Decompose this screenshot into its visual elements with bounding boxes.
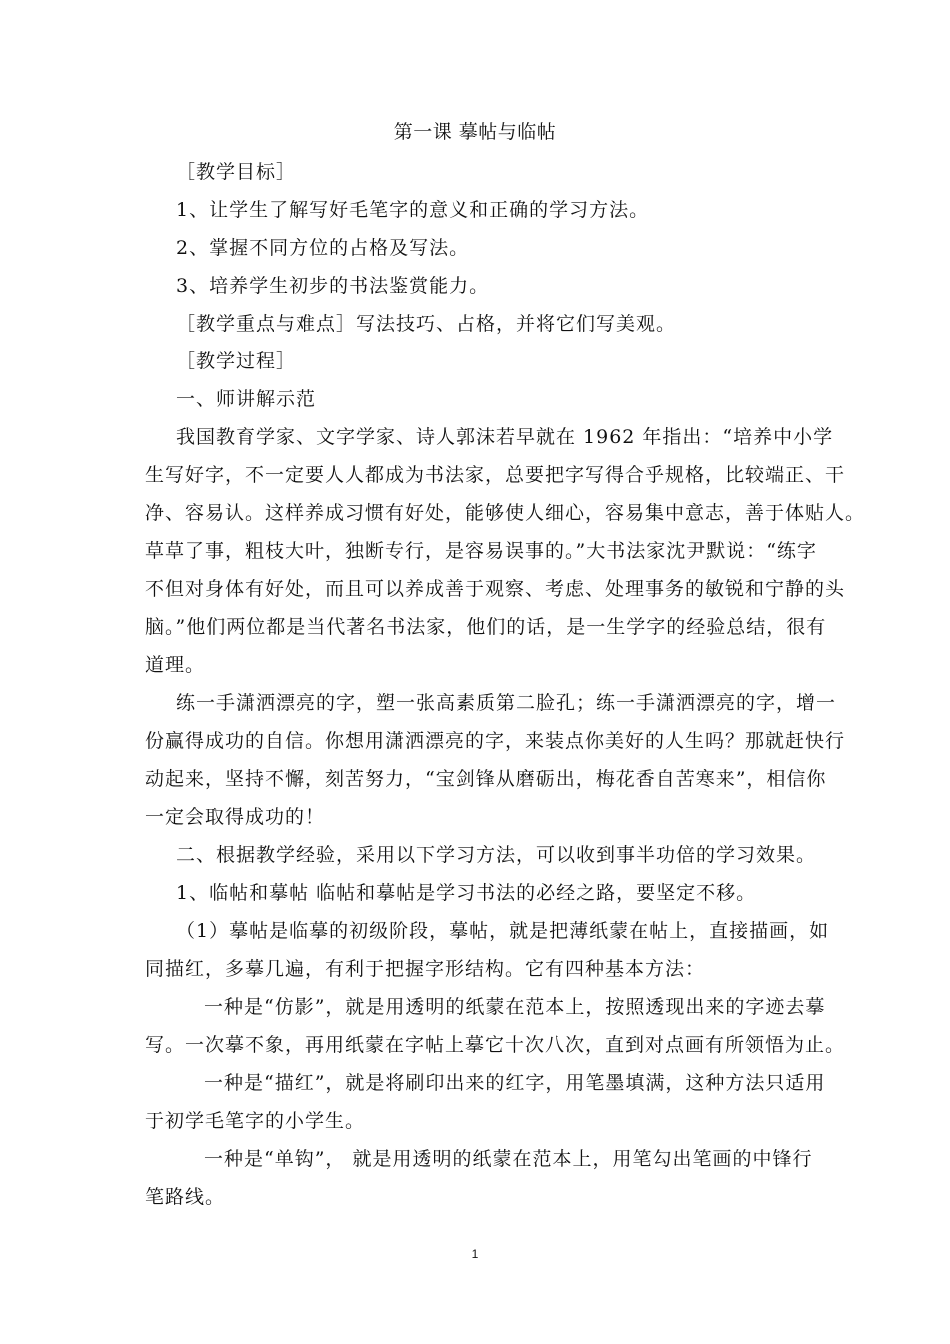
page-number: 1 [471, 1247, 479, 1261]
section-heading-process: ［教学过程］ [176, 350, 297, 372]
step-1-heading: 一、师讲解示范 [176, 388, 317, 410]
paragraph-line: （1）摹帖是临摹的初级阶段，摹帖，就是把薄纸蒙在帖上，直接描画，如 [176, 920, 830, 942]
paragraph-line: 练一手潇洒漂亮的字，塑一张高素质第二脸孔；练一手潇洒漂亮的字，增一 [176, 692, 837, 714]
paragraph-line: 份赢得成功的自信。你想用潇洒漂亮的字，来装点你美好的人生吗？那就赶快行 [145, 730, 846, 752]
section-heading-objectives: ［教学目标］ [176, 161, 297, 183]
lesson-title: 第一课 摹帖与临帖 [393, 121, 557, 143]
paragraph-line: 净、容易认。这样养成习惯有好处，能够使人细心，容易集中意志，善于体贴人。 [145, 502, 866, 524]
paragraph-line: 一定会取得成功的！ [145, 806, 326, 828]
paragraph-line: 不但对身体有好处，而且可以养成善于观察、考虑、处理事务的敏锐和宁静的头 [145, 578, 846, 600]
paragraph-line: 生写好字，不一定要人人都成为书法家，总要把字写得合乎规格，比较端正、干 [145, 464, 846, 486]
key-points: ［教学重点与难点］写法技巧、占格，并将它们写美观。 [176, 313, 677, 335]
objective-2: 2、掌握不同方位的占格及写法。 [176, 237, 470, 259]
paragraph-line: 同描红，多摹几遍，有利于把握字形结构。它有四种基本方法： [145, 958, 706, 980]
paragraph-line: 我国教育学家、文字学家、诗人郭沫若早就在 1962 年指出：“培养中小学 [176, 426, 834, 448]
paragraph-line: 于初学毛笔字的小学生。 [145, 1110, 366, 1132]
paragraph-line: 道理。 [145, 654, 206, 676]
paragraph-line: 动起来，坚持不懈，刻苦努力，“宝剑锋从磨砺出，梅花香自苦寒来”，相信你 [145, 768, 827, 790]
paragraph-line: 草草了事，粗枝大叶，独断专行，是容易误事的。”大书法家沈尹默说：“练字 [145, 540, 817, 562]
paragraph-line: 脑。”他们两位都是当代著名书法家，他们的话，是一生学字的经验总结，很有 [145, 616, 827, 638]
method-1-heading: 1、临帖和摹帖 临帖和摹帖是学习书法的必经之路，要坚定不移。 [176, 882, 757, 904]
paragraph-line: 笔路线。 [145, 1186, 226, 1208]
step-2-heading: 二、根据教学经验，采用以下学习方法，可以收到事半功倍的学习效果。 [176, 844, 817, 866]
objective-1: 1、让学生了解写好毛笔字的意义和正确的学习方法。 [176, 199, 650, 221]
objective-3: 3、培养学生初步的书法鉴赏能力。 [176, 275, 490, 297]
paragraph-line: 一种是“单钩”， 就是用透明的纸蒙在范本上，用笔勾出笔画的中锋行 [204, 1148, 813, 1170]
paragraph-line: 一种是“描红”，就是将刷印出来的红字，用笔墨填满，这种方法只适用 [204, 1072, 826, 1094]
paragraph-line: 一种是“仿影”，就是用透明的纸蒙在范本上，按照透现出来的字迹去摹 [204, 996, 826, 1018]
paragraph-line: 写。一次摹不象，再用纸蒙在字帖上摹它十次八次，直到对点画有所领悟为止。 [145, 1034, 846, 1056]
